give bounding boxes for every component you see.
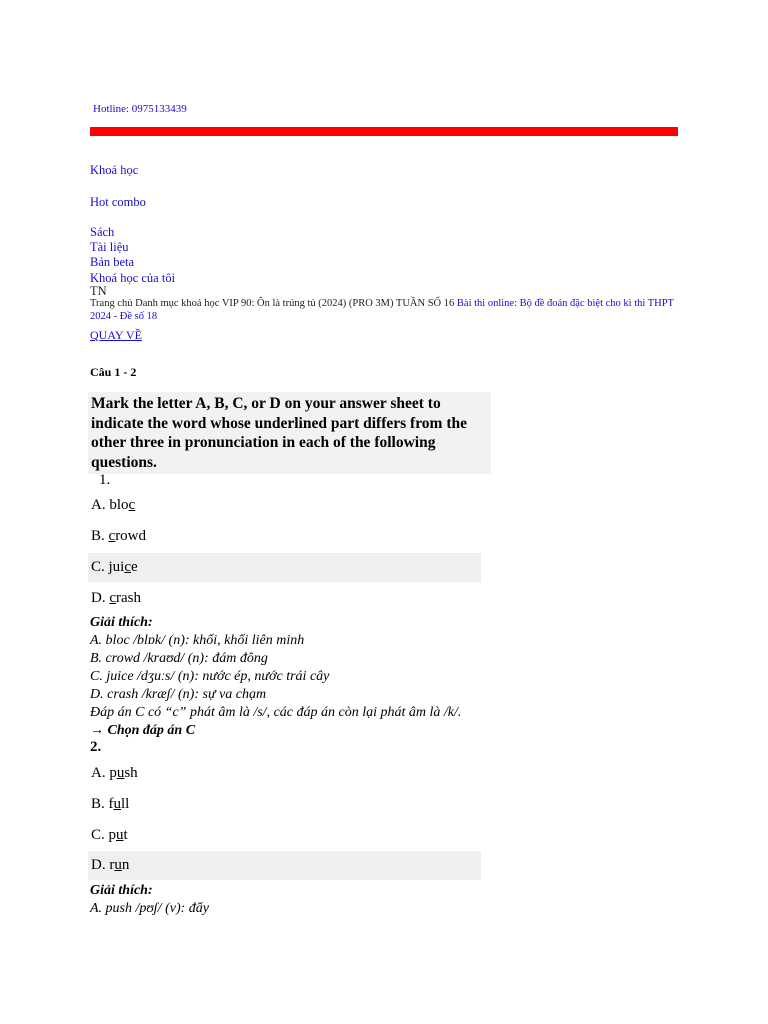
user-initials: TN bbox=[90, 284, 107, 298]
explanation-block bbox=[90, 614, 461, 740]
answer-option-b[interactable] bbox=[90, 790, 473, 819]
option-text: p bbox=[108, 827, 117, 843]
option-text: jui bbox=[108, 559, 125, 575]
explanation-block bbox=[90, 882, 209, 918]
breadcrumb-exam-link[interactable]: Bài thi online: Bộ đề đoán đặc biệt cho kì thi THPT 2024 - Đề số 18 bbox=[90, 298, 674, 322]
nav-item-hot-combo[interactable]: Hot combo bbox=[90, 195, 146, 209]
explanation-title: Giải thích: bbox=[90, 883, 153, 898]
back-link[interactable]: QUAY VỀ bbox=[90, 328, 142, 342]
option-text: f bbox=[108, 796, 114, 812]
explanation-title: Giải thích: bbox=[90, 615, 153, 630]
breadcrumb-path[interactable]: Trang chủ Danh mục khoá học VIP 90: Ôn là trúng tủ (2024) (PRO 3M) TUẦN SỐ 16 bbox=[90, 298, 455, 309]
option-text: sh bbox=[124, 765, 138, 781]
hotline-text: Hotline: 0975133439 bbox=[93, 103, 187, 115]
answer-option-c-highlighted[interactable] bbox=[88, 553, 481, 582]
underlined-part: u bbox=[116, 765, 125, 781]
option-text: e bbox=[131, 559, 138, 575]
explanation-line: A. push /pʊʃ/ (v): đẩy bbox=[90, 901, 209, 916]
option-prefix: B. bbox=[91, 528, 109, 544]
underlined-part: c bbox=[108, 528, 116, 544]
nav-item-ban-beta[interactable]: Bản beta bbox=[90, 255, 135, 269]
option-prefix: A. bbox=[91, 765, 110, 781]
answer-option-d[interactable] bbox=[90, 584, 473, 613]
explanation-line: B. crowd /kraʊd/ (n): đám đông bbox=[90, 651, 268, 666]
answer-conclusion: → Chọn đáp án C bbox=[90, 723, 196, 738]
header-red-bar bbox=[90, 127, 678, 136]
underlined-part: u bbox=[114, 857, 122, 873]
option-prefix: C. bbox=[91, 559, 109, 575]
section-title: Câu 1 - 2 bbox=[90, 365, 137, 379]
underlined-part: c bbox=[124, 559, 132, 575]
option-prefix: B. bbox=[91, 796, 109, 812]
option-text: p bbox=[109, 765, 117, 781]
question-number: 1. bbox=[99, 472, 111, 488]
option-text: ll bbox=[121, 796, 130, 812]
option-text: blo bbox=[109, 497, 129, 513]
option-prefix: A. bbox=[91, 497, 110, 513]
option-prefix: D. bbox=[91, 857, 110, 873]
question-number: 2. bbox=[90, 739, 102, 755]
answer-option-d-highlighted[interactable] bbox=[88, 851, 481, 880]
nav-item-khoa-hoc[interactable]: Khoá học bbox=[90, 163, 139, 177]
underlined-part: u bbox=[116, 827, 124, 843]
answer-option-b[interactable] bbox=[90, 522, 473, 551]
option-text: r bbox=[109, 857, 115, 873]
explanation-line: A. bloc /blɒk/ (n): khối, khối liên minh bbox=[90, 633, 305, 648]
nav-item-tai-lieu[interactable]: Tài liệu bbox=[90, 240, 129, 254]
underlined-part: c bbox=[128, 497, 136, 513]
nav-item-sach[interactable]: Sách bbox=[90, 225, 115, 239]
answer-option-a[interactable] bbox=[90, 759, 473, 788]
underlined-part: c bbox=[109, 590, 117, 606]
option-text: rowd bbox=[115, 528, 147, 544]
option-text: n bbox=[121, 857, 130, 873]
nav-item-khoa-hoc-cua-toi[interactable]: Khoá học của tôi bbox=[90, 271, 176, 285]
explanation-line: C. juice /dʒuːs/ (n): nước ép, nước trái cây bbox=[90, 669, 330, 684]
option-prefix: D. bbox=[91, 590, 110, 606]
answer-option-c[interactable] bbox=[90, 821, 473, 850]
breadcrumb bbox=[90, 297, 690, 323]
option-text: t bbox=[123, 827, 128, 843]
option-prefix: C. bbox=[91, 827, 109, 843]
underlined-part: u bbox=[113, 796, 122, 812]
option-text: rash bbox=[116, 590, 142, 606]
answer-option-a[interactable] bbox=[90, 491, 473, 520]
instruction-box: Mark the letter A, B, C, or D on your answer sheet to indicate the word whose underlined part differs from the other three in pronunciation in each of the following questions. bbox=[88, 392, 491, 474]
explanation-line: Đáp án C có “c” phát âm là /s/, các đáp án còn lại phát âm là /k/. bbox=[90, 705, 462, 720]
explanation-line: D. crash /kræʃ/ (n): sự va chạm bbox=[90, 687, 267, 702]
